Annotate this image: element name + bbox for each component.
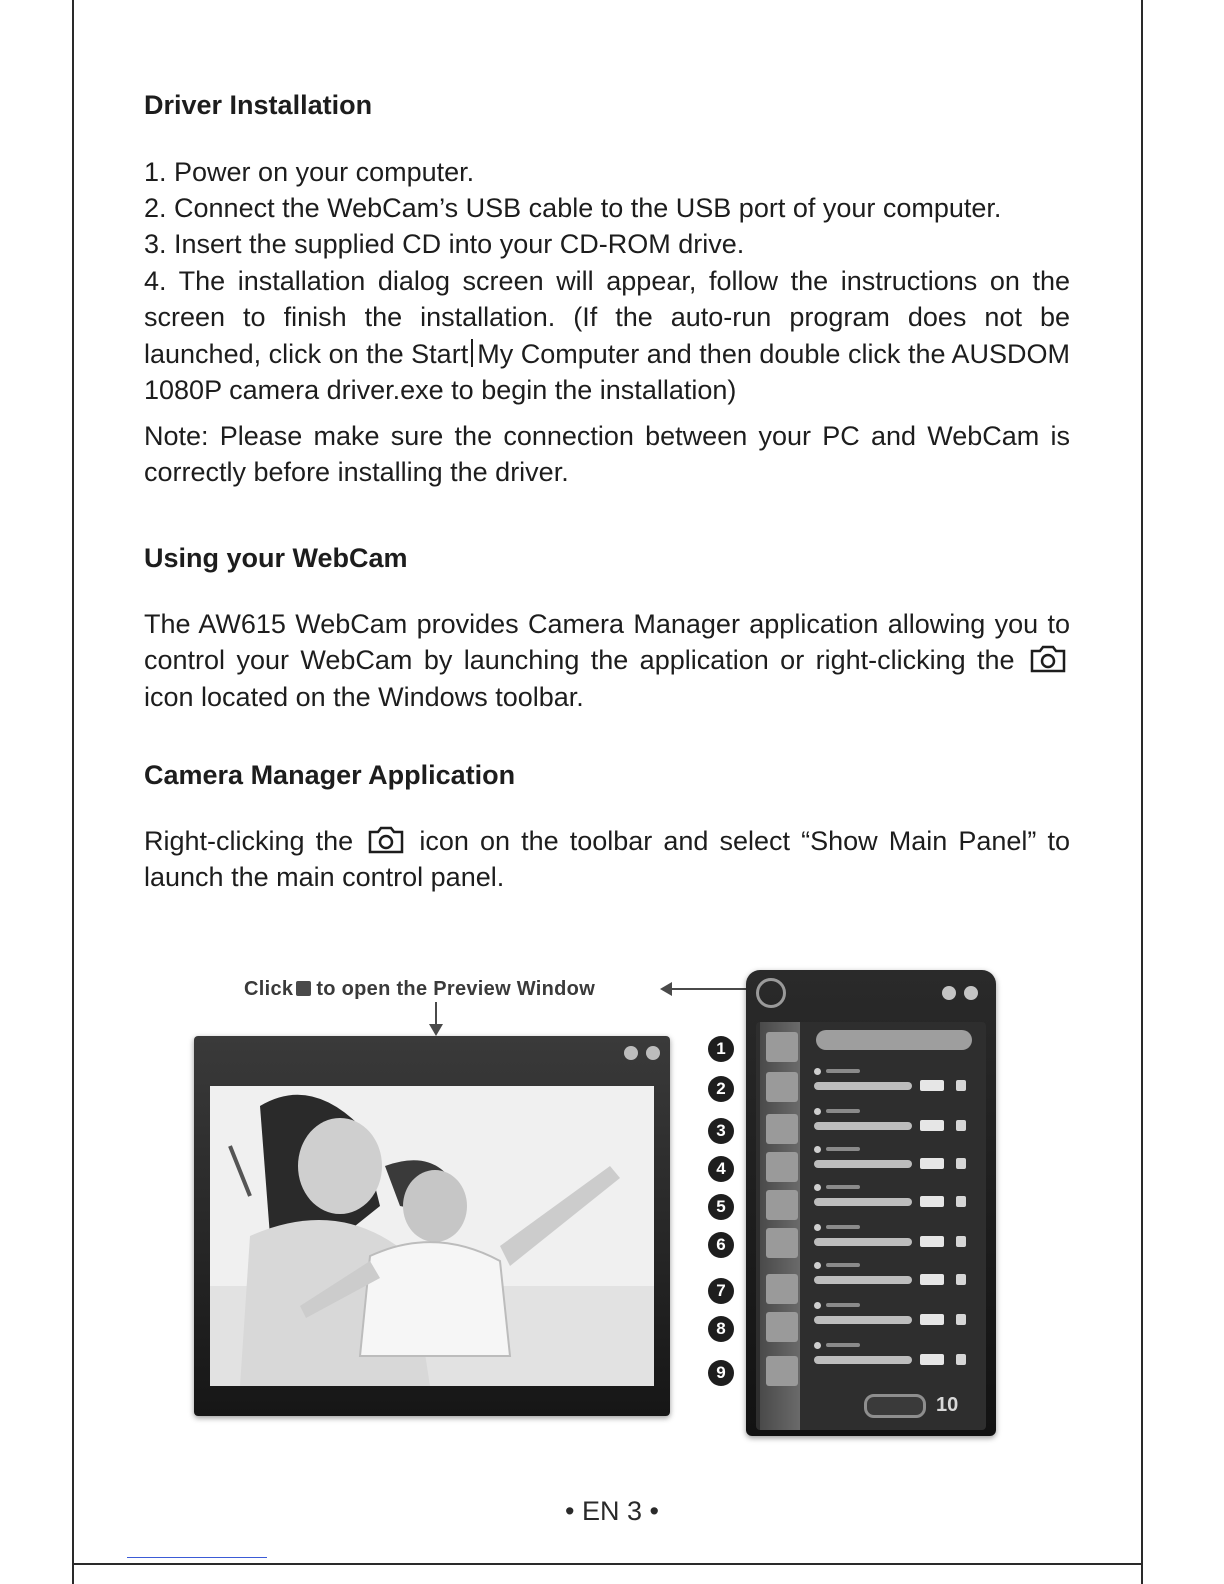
using-webcam-paragraph <box>144 606 1070 715</box>
camera-manager-paragraph <box>144 823 1070 896</box>
slider-row-3[interactable] <box>814 1146 974 1176</box>
callout-number-5: 5 <box>708 1194 734 1220</box>
panel-bottom-control[interactable] <box>864 1394 926 1418</box>
panel-body <box>756 1022 986 1430</box>
driver-step-4 <box>144 263 1070 408</box>
callout-number-2: 2 <box>708 1076 734 1102</box>
preview-close-icon[interactable] <box>646 1046 660 1060</box>
tab-image-icon[interactable] <box>766 1072 798 1102</box>
slider-row-6[interactable] <box>814 1262 974 1292</box>
callout-down-arrow-icon <box>429 1024 443 1036</box>
panel-minimize-icon[interactable] <box>942 986 956 1000</box>
slider-row-5[interactable] <box>814 1224 974 1254</box>
driver-installation-heading: Driver Installation <box>144 90 373 120</box>
slider-row-4[interactable] <box>814 1184 974 1214</box>
camera-manager-heading: Camera Manager Application <box>144 760 516 790</box>
camera-tray-icon-2 <box>368 826 404 854</box>
camera-manager-text-after: icon on the toolbar and select “Show Main Panel” to launch the main control panel. <box>144 826 1070 893</box>
callout-preview-text: to open the Preview Window <box>316 978 596 1000</box>
panel-mode-button[interactable] <box>816 1030 972 1050</box>
driver-step-4-part-1: 4. The installation dialog screen will appear, follow the instructions on the screen to finish the installation. (If the auto-run program does not be launched, click on the Start <box>144 266 1070 369</box>
callout-number-8: 8 <box>708 1316 734 1342</box>
callout-click-text: Click <box>244 978 294 1000</box>
camera-manager-text-before: Right-clicking the <box>144 826 354 856</box>
tab-effects-icon[interactable] <box>766 1190 798 1220</box>
slider-row-8[interactable] <box>814 1342 974 1372</box>
panel-tab-column <box>760 1022 800 1430</box>
callout-number-7: 7 <box>708 1278 734 1304</box>
footer-rule <box>127 1557 267 1558</box>
driver-note: Note: Please make sure the connection between your PC and WebCam is correctly before installing the driver. <box>144 421 1070 488</box>
tab-face-icon[interactable] <box>766 1228 798 1258</box>
preview-minimize-icon[interactable] <box>624 1046 638 1060</box>
panel-close-icon[interactable] <box>964 986 978 1000</box>
preview-button-icon <box>296 981 311 996</box>
callout-number-1: 1 <box>708 1036 734 1062</box>
camera-manager-figure <box>190 960 1010 1450</box>
preview-window <box>194 1036 670 1416</box>
page-border-bottom <box>72 1563 1143 1565</box>
page-number: • EN 3 • <box>565 1496 659 1526</box>
callout-number-9: 9 <box>708 1360 734 1386</box>
driver-step-1: 1. Power on your computer. <box>144 157 475 187</box>
page-border-right <box>1141 0 1143 1584</box>
using-webcam-heading: Using your WebCam <box>144 543 408 573</box>
callout-horizontal-line <box>670 988 750 990</box>
slider-row-1[interactable] <box>814 1068 974 1098</box>
camera-manager-logo-icon <box>756 978 786 1008</box>
using-webcam-text-after: icon located on the Windows toolbar. <box>144 681 584 712</box>
camera-tray-icon <box>1030 645 1066 673</box>
tab-preview-icon[interactable] <box>766 1032 798 1062</box>
callout-down-line <box>435 1002 437 1026</box>
page-border-left <box>72 0 74 1584</box>
tab-audio-icon[interactable] <box>766 1274 798 1304</box>
tab-album-icon[interactable] <box>766 1312 798 1342</box>
using-webcam-text-before: The AW615 WebCam provides Camera Manager application allowing you to control your WebCam by launching the application or right-clicking the <box>144 609 1070 676</box>
tab-frame-icon[interactable] <box>766 1152 798 1182</box>
callout-number-3: 3 <box>708 1118 734 1144</box>
callout-number-6: 6 <box>708 1232 734 1258</box>
preview-window-callout <box>244 978 595 1001</box>
driver-step-2: 2. Connect the WebCam’s USB cable to the USB port of your computer. <box>144 193 1002 223</box>
callout-number-4: 4 <box>708 1156 734 1182</box>
driver-step-4-part-2: My Computer and then double click the AUSDOM 1080P camera driver.exe to begin the installation) <box>144 338 1070 405</box>
preview-camera-image <box>210 1086 654 1386</box>
driver-step-3: 3. Insert the supplied CD into your CD-ROM drive. <box>144 229 745 259</box>
tab-snapshot-icon[interactable] <box>766 1114 798 1144</box>
camera-manager-panel <box>746 970 996 1436</box>
tab-settings-icon[interactable] <box>766 1356 798 1386</box>
menu-separator-bar <box>471 339 473 367</box>
slider-row-7[interactable] <box>814 1302 974 1332</box>
callout-number-10: 10 <box>936 1394 959 1416</box>
slider-row-2[interactable] <box>814 1108 974 1138</box>
